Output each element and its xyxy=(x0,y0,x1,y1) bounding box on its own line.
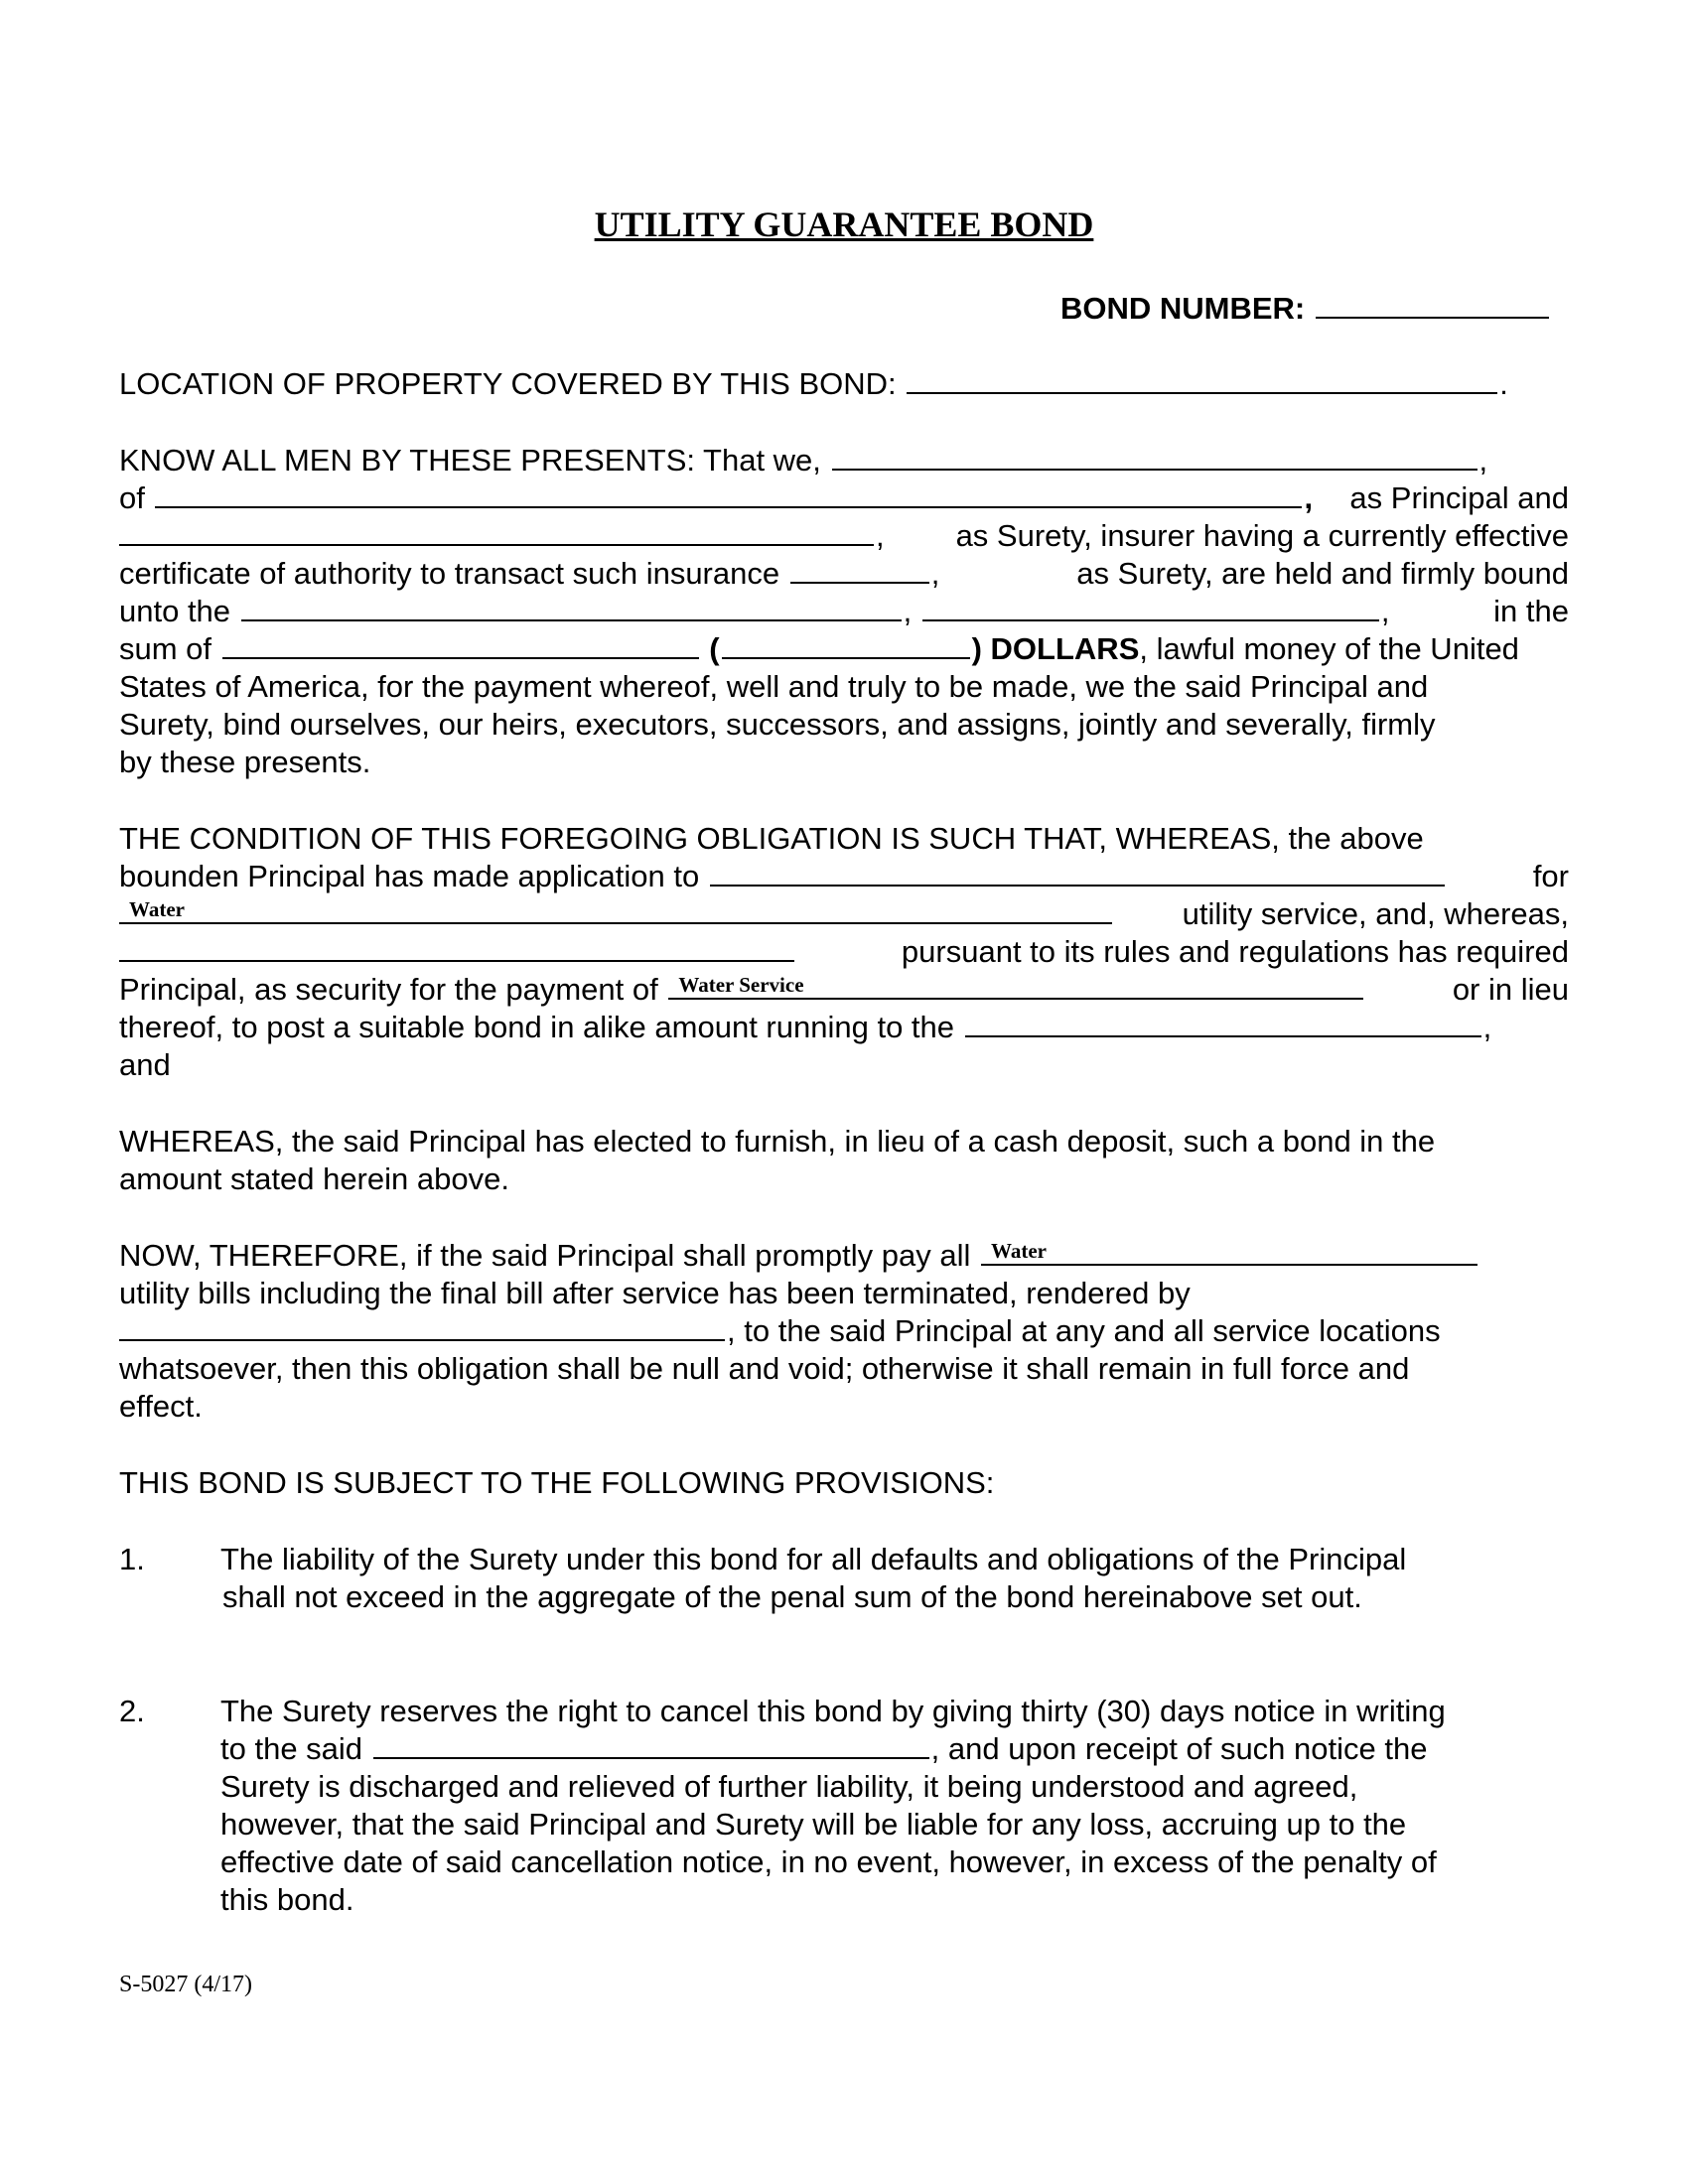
p2-for-text: for xyxy=(1532,859,1569,893)
form-code: S-5027 (4/17) xyxy=(119,1972,252,1997)
principal-name-field[interactable] xyxy=(832,442,1477,471)
p2-or-in-lieu-text: or in lieu xyxy=(1452,972,1569,1007)
p1-as-principal-text: as Principal and xyxy=(1349,480,1569,515)
p2-line-7: and xyxy=(119,1047,171,1082)
p1-line-2: of , as Principal and xyxy=(119,480,1569,515)
bond-number-row xyxy=(1060,290,1551,327)
p1-line-9: by these presents. xyxy=(119,745,371,779)
p1-line-5: unto the , , in the xyxy=(119,594,1569,628)
location-line: LOCATION OF PROPERTY COVERED BY THIS BOND: . xyxy=(119,366,1508,401)
p1-line-1: KNOW ALL MEN BY THESE PRESENTS: That we, , xyxy=(119,443,1488,478)
running-to-field[interactable] xyxy=(965,1009,1481,1037)
p2-line-3 xyxy=(119,895,1569,933)
provision-1-line-1: The liability of the Surety under this bond for all defaults and obligations of the Principal xyxy=(220,1542,1407,1576)
provision-2-line-4: however, that the said Principal and Surety will be liable for any loss, accruing up to the xyxy=(220,1807,1407,1842)
provision-2-line-5: effective date of said cancellation notice, in no event, however, in excess of the penalty of xyxy=(220,1844,1437,1879)
location-field[interactable] xyxy=(907,365,1497,394)
utility-bills-type-field[interactable] xyxy=(981,1237,1477,1266)
provision-2-receipt-text: and upon receipt of such notice the xyxy=(947,1731,1428,1766)
bond-number-field[interactable] xyxy=(1316,290,1549,319)
obligee-name-field[interactable] xyxy=(241,593,902,621)
provision-1-line-2: shall not exceed in the aggregate of the penal sum of the bond hereinabove set out. xyxy=(222,1579,1362,1614)
p4-promptly-pay-text: NOW, THEREFORE, if the said Principal shall promptly pay all xyxy=(119,1238,971,1273)
utility-type-value: Water xyxy=(129,897,185,921)
p3-line-1: WHEREAS, the said Principal has elected to furnish, in lieu of a cash deposit, such a bond in the xyxy=(119,1124,1436,1159)
p1-know-all-text: KNOW ALL MEN BY THESE PRESENTS: That we, xyxy=(119,443,821,478)
obligee-location-field[interactable] xyxy=(922,593,1379,621)
p2-utility-service-text: utility service, and, whereas, xyxy=(1182,896,1569,931)
bond-number-label: BOND NUMBER: xyxy=(1060,291,1306,326)
location-label: LOCATION OF PROPERTY COVERED BY THIS BOND: xyxy=(119,366,897,401)
p1-line-4: certificate of authority to transact such insurance , as Surety, are held and firmly bound xyxy=(119,556,1569,591)
provision-2-number: 2. xyxy=(119,1694,145,1728)
p1-line-8: Surety, bind ourselves, our heirs, executors, successors, and assigns, jointly and severally, firmly xyxy=(119,707,1436,742)
dollars-label: DOLLARS xyxy=(990,631,1140,666)
insurance-field[interactable] xyxy=(790,555,929,584)
p1-unto-text: unto the xyxy=(119,594,231,628)
p1-in-the-text: in the xyxy=(1493,594,1569,628)
provision-2-to-said-text: to the said xyxy=(220,1731,363,1766)
page-title: UTILITY GUARANTEE BOND xyxy=(594,205,1094,244)
p2-running-to-text: thereof, to post a suitable bond in alike amount running to the xyxy=(119,1010,955,1044)
p2-line-4 xyxy=(119,933,1569,971)
p1-line-3: , as Surety, insurer having a currently effective xyxy=(119,517,1569,555)
cancellation-notice-to-field[interactable] xyxy=(373,1730,929,1759)
utility-provider-field[interactable] xyxy=(710,858,1445,887)
provider-name-field[interactable] xyxy=(119,933,794,962)
sum-words-field[interactable] xyxy=(222,630,699,659)
p2-rules-text: pursuant to its rules and regulations has required xyxy=(901,934,1569,969)
p4-line-4: whatsoever, then this obligation shall be null and void; otherwise it shall remain in full force and xyxy=(119,1351,1410,1386)
utility-type-field[interactable] xyxy=(119,895,1112,924)
p4-line-2: utility bills including the final bill after service has been terminated, rendered by xyxy=(119,1276,1191,1310)
p1-line-6: sum of ( ) DOLLARS, lawful money of the United xyxy=(119,631,1519,666)
provision-2-line-1: The Surety reserves the right to cancel this bond by giving thirty (30) days notice in writing xyxy=(220,1694,1446,1728)
p1-line-7: States of America, for the payment whereof, well and truly to be made, we the said Principal and xyxy=(119,669,1429,704)
p2-security-text: Principal, as security for the payment of xyxy=(119,972,658,1007)
p2-line-2 xyxy=(119,858,1569,895)
p1-lawful-text: lawful money of the United xyxy=(1156,631,1519,666)
provision-2-line-6: this bond. xyxy=(220,1882,354,1917)
p1-held-bound-text: as Surety, are held and firmly bound xyxy=(1076,556,1569,591)
p1-of-text: of xyxy=(119,480,145,515)
security-for-value: Water Service xyxy=(678,973,804,997)
utility-bills-type-value: Water xyxy=(991,1239,1047,1263)
p4-line-5: effect. xyxy=(119,1389,203,1424)
security-for-field[interactable] xyxy=(668,971,1363,1000)
p2-application-text: bounden Principal has made application to xyxy=(119,859,700,893)
principal-address-field[interactable] xyxy=(155,479,1302,508)
p1-sum-of-text: sum of xyxy=(119,631,212,666)
p2-line-6: thereof, to post a suitable bond in alike amount running to the , xyxy=(119,1010,1492,1044)
provision-2-line-2: to the said , and upon receipt of such notice the xyxy=(220,1731,1428,1766)
rendered-by-field[interactable] xyxy=(119,1312,725,1341)
sum-figures-field[interactable] xyxy=(722,630,970,659)
provision-1-number: 1. xyxy=(119,1542,145,1576)
p3-line-2: amount stated herein above. xyxy=(119,1161,509,1196)
provisions-heading: THIS BOND IS SUBJECT TO THE FOLLOWING PROVISIONS: xyxy=(119,1465,995,1500)
p2-line-5 xyxy=(119,971,1569,1009)
provision-2-line-3: Surety is discharged and relieved of further liability, it being understood and agreed, xyxy=(220,1769,1358,1804)
p1-as-surety-text: as Surety, insurer having a currently effective xyxy=(955,518,1569,553)
p2-line-1: THE CONDITION OF THIS FOREGOING OBLIGATION IS SUCH THAT, WHEREAS, the above xyxy=(119,821,1424,856)
p4-service-locations-text: to the said Principal at any and all service locations xyxy=(744,1313,1441,1348)
p1-cert-text: certificate of authority to transact such insurance xyxy=(119,556,780,591)
surety-name-field[interactable] xyxy=(119,517,874,546)
p4-line-1 xyxy=(119,1237,1569,1275)
p4-line-3: , to the said Principal at any and all service locations xyxy=(119,1312,1569,1350)
